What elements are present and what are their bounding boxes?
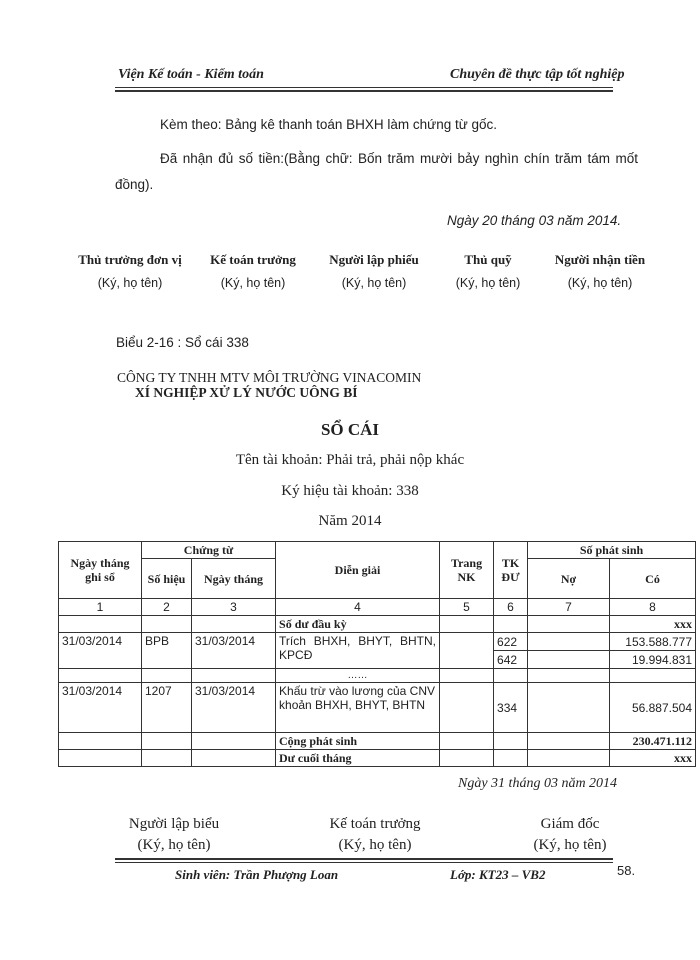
received-line-2: đồng). [115,177,154,192]
signature-note: (Ký, họ tên) [137,837,211,853]
signature-note: (Ký, họ tên) [341,276,407,290]
header-description: Diễn giải [276,542,440,599]
signature-ledger-preparer [84,812,264,854]
credit-amount: 19.994.831 [610,651,696,669]
header-journal-page: Trang NK [440,542,494,599]
signature-title: Người lập biểu [128,816,220,832]
ledger-title: SỔ CÁI [320,420,380,439]
signature-title: Giám đốc [540,816,600,832]
header-rule-thin [115,87,613,88]
signature-note: (Ký, họ tên) [533,837,607,853]
ellipsis: …… [276,669,440,683]
contra-account: 642 [494,651,528,669]
signature-receiver [530,252,670,290]
footer-rule-thick [115,858,613,860]
column-number: 3 [192,599,276,616]
footer-class: Lớp: KT23 – VB2 [450,867,546,882]
table-row [59,683,696,733]
entry-date: 31/03/2014 [59,633,142,669]
account-code: Ký hiệu tài khoản: 338 [281,483,419,499]
column-number: 8 [610,599,696,616]
closing-balance-credit: xxx [610,750,696,767]
contra-account: 622 [494,633,528,651]
opening-balance-label: Số dư đầu kỳ [276,616,440,633]
entry-description: Khấu trừ vào lương của CNV khoản BHXH, BHYT, BHTN [276,683,440,733]
signature-title: Thủ quỹ [464,252,512,267]
header-voucher-date: Ngày tháng [192,559,276,599]
opening-balance-credit: xxx [610,616,696,633]
signature-unit-head [60,252,200,290]
voucher-no: 1207 [142,683,192,733]
signature-note: (Ký, họ tên) [220,276,286,290]
signature-title: Người nhận tiền [554,252,646,267]
column-number: 7 [528,599,610,616]
column-number-row [59,599,696,616]
column-number: 6 [494,599,528,616]
voucher-no: BPB [142,633,192,669]
ledger-table [58,541,696,767]
total-credit: 230.471.112 [610,733,696,750]
column-number: 5 [440,599,494,616]
header-entry-date: Ngày tháng ghi sổ [59,542,142,599]
signature-note: (Ký, họ tên) [338,837,412,853]
table-row-ellipsis [59,669,696,683]
received-line-1: Đã nhận đủ số tiền:(Bằng chữ: Bốn trăm mười bảy nghìn chín trăm tám mốt [160,151,638,166]
voucher-date: 31/03/2014 [192,683,276,733]
ledger-year: Năm 2014 [318,513,382,529]
closing-balance-label: Dư cuối tháng [276,750,440,767]
account-name: Tên tài khoản: Phải trả, phải nộp khác [235,452,465,468]
header-report-title: Chuyên đề thực tập tốt nghiệp [450,67,625,82]
header-debit: Nợ [528,559,610,599]
credit-amount: 153.588.777 [610,633,696,651]
figure-caption: Biểu 2-16 : Sổ cái 338 [116,335,249,350]
total-label: Cộng phát sinh [276,733,440,750]
signature-ledger-director [480,812,660,854]
header-arising: Số phát sinh [528,542,696,559]
header-institute: Viện Kế toán - Kiểm toán [118,67,264,82]
credit-amount: 56.887.504 [610,683,696,733]
signature-ledger-chief-accountant [285,812,465,854]
footer-student: Sinh viên: Trần Phượng Loan [175,867,339,882]
signature-note: (Ký, họ tên) [567,276,633,290]
table-row-total [59,733,696,750]
signature-note: (Ký, họ tên) [97,276,163,290]
column-number: 4 [276,599,440,616]
company-name: CÔNG TY TNHH MTV MÔI TRƯỜNG VINACOMIN [117,370,422,385]
entry-description: Trích BHXH, BHYT, BHTN, KPCĐ [276,633,440,669]
entry-date: 31/03/2014 [59,683,142,733]
contra-account: 334 [494,683,528,733]
signature-chief-accountant [183,252,323,290]
voucher-date: Ngày 20 tháng 03 năm 2014. [447,213,622,228]
footer-rule-thin [115,862,613,863]
column-number: 1 [59,599,142,616]
signature-title: Kế toán trưởng [329,816,421,832]
header-contra-account: TK ĐƯ [494,542,528,599]
attachment-line: Kèm theo: Bảng kê thanh toán BHXH làm chứng từ gốc. [160,117,498,132]
header-credit: Có [610,559,696,599]
table-row-closing [59,750,696,767]
table-row-opening [59,616,696,633]
unit-name: XÍ NGHIỆP XỬ LÝ NƯỚC UÔNG BÍ [135,385,358,400]
header-voucher-no: Số hiệu [142,559,192,599]
column-number: 2 [142,599,192,616]
page-number: 58. [617,863,636,878]
signature-title: Người lập phiếu [329,252,419,267]
voucher-date: 31/03/2014 [192,633,276,669]
header-rule-thick [115,90,613,92]
table-row [59,633,696,651]
signature-title: Thủ trưởng đơn vị [78,252,182,267]
signature-note: (Ký, họ tên) [455,276,521,290]
ledger-date: Ngày 31 tháng 03 năm 2014 [458,776,618,791]
header-voucher: Chứng từ [142,542,276,559]
signature-title: Kế toán trưởng [210,252,296,267]
